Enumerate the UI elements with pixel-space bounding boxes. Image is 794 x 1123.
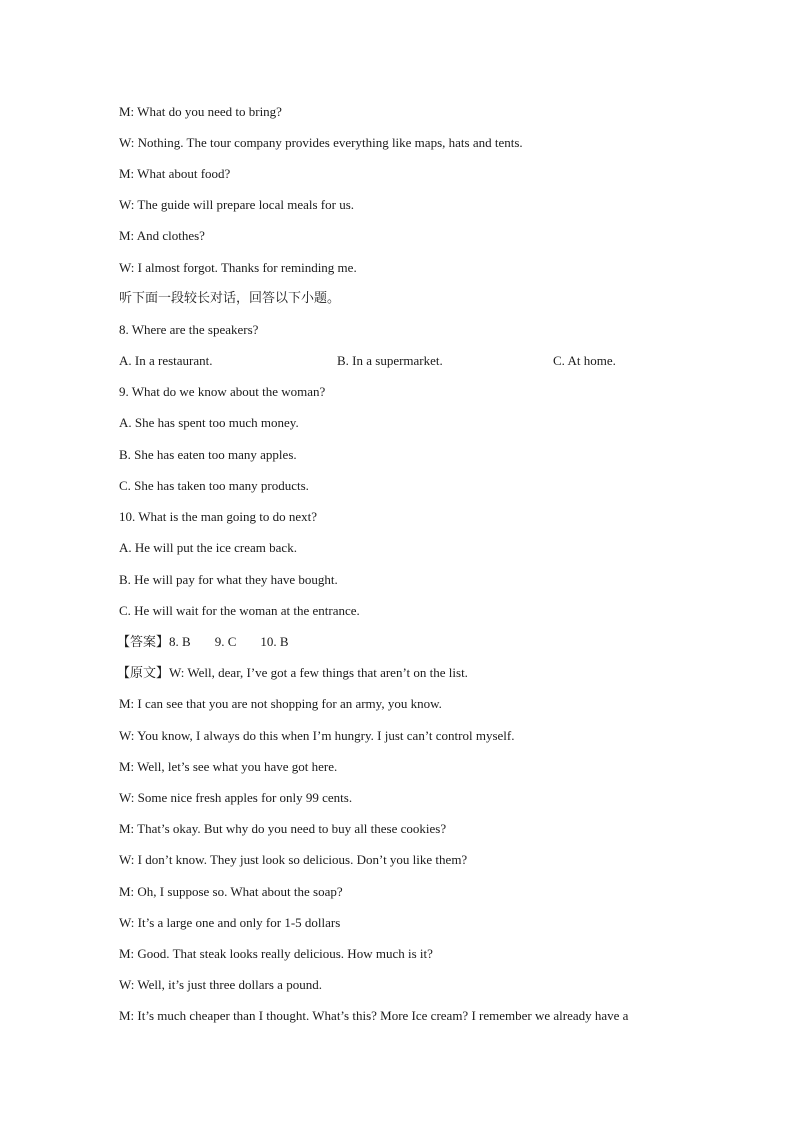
section-instruction: 听下面一段较长对话，回答以下小题。 bbox=[119, 291, 341, 306]
dialogue-line: W: Nothing. The tour company provides everything like maps, hats and tents. bbox=[119, 135, 523, 150]
transcript-line: M: Good. That steak looks really delicious. How much is it? bbox=[119, 946, 433, 961]
transcript-line: M: Oh, I suppose so. What about the soap? bbox=[119, 884, 343, 899]
answer-label: 【答案】 bbox=[117, 635, 170, 650]
question-10-stem: 10. What is the man going to do next? bbox=[119, 509, 317, 524]
dialogue-line: M: What do you need to bring? bbox=[119, 104, 282, 119]
option-b: B. He will pay for what they have bought. bbox=[119, 572, 338, 587]
option-b: B. She has eaten too many apples. bbox=[119, 447, 297, 462]
transcript-line: M: I can see that you are not shopping for an army, you know. bbox=[119, 696, 442, 711]
transcript-label: 【原文】 bbox=[117, 666, 170, 681]
transcript-line: W: It’s a large one and only for 1-5 dollars bbox=[119, 915, 341, 930]
transcript-text: W: Well, dear, I’ve got a few things that aren’t on the list. bbox=[169, 665, 468, 680]
question-8-options bbox=[119, 353, 679, 369]
question-9-stem: 9. What do we know about the woman? bbox=[119, 384, 326, 399]
option-a: A. She has spent too much money. bbox=[119, 415, 299, 430]
transcript-line: W: Well, it’s just three dollars a pound. bbox=[119, 977, 322, 992]
answer-item: 8. B bbox=[169, 634, 191, 649]
transcript-line: M: That’s okay. But why do you need to buy all these cookies? bbox=[119, 821, 447, 836]
option-c: C. He will wait for the woman at the entrance. bbox=[119, 603, 360, 618]
transcript-line: M: It’s much cheaper than I thought. What’s this? More Ice cream? I remember we already have a bbox=[119, 1008, 629, 1023]
option-a: A. In a restaurant. bbox=[119, 353, 213, 368]
option-b: B. In a supermarket. bbox=[337, 353, 443, 368]
answer-line bbox=[117, 634, 313, 650]
option-a: A. He will put the ice cream back. bbox=[119, 540, 297, 555]
transcript-line: W: You know, I always do this when I’m hungry. I just can’t control myself. bbox=[119, 728, 515, 743]
dialogue-line: W: The guide will prepare local meals for us. bbox=[119, 197, 355, 212]
dialogue-line: M: What about food? bbox=[119, 166, 231, 181]
dialogue-line: M: And clothes? bbox=[119, 228, 205, 243]
option-c: C. She has taken too many products. bbox=[119, 478, 309, 493]
dialogue-line: W: I almost forgot. Thanks for reminding me. bbox=[119, 260, 357, 275]
answer-item: 10. B bbox=[260, 634, 289, 649]
answer-item: 9. C bbox=[214, 634, 237, 649]
transcript-line: W: I don’t know. They just look so delicious. Don’t you like them? bbox=[119, 852, 468, 867]
option-c: C. At home. bbox=[553, 353, 616, 368]
question-8-stem: 8. Where are the speakers? bbox=[119, 322, 259, 337]
transcript-line: M: Well, let’s see what you have got here. bbox=[119, 759, 338, 774]
transcript-first-line bbox=[117, 665, 468, 681]
transcript-line: W: Some nice fresh apples for only 99 cents. bbox=[119, 790, 353, 805]
